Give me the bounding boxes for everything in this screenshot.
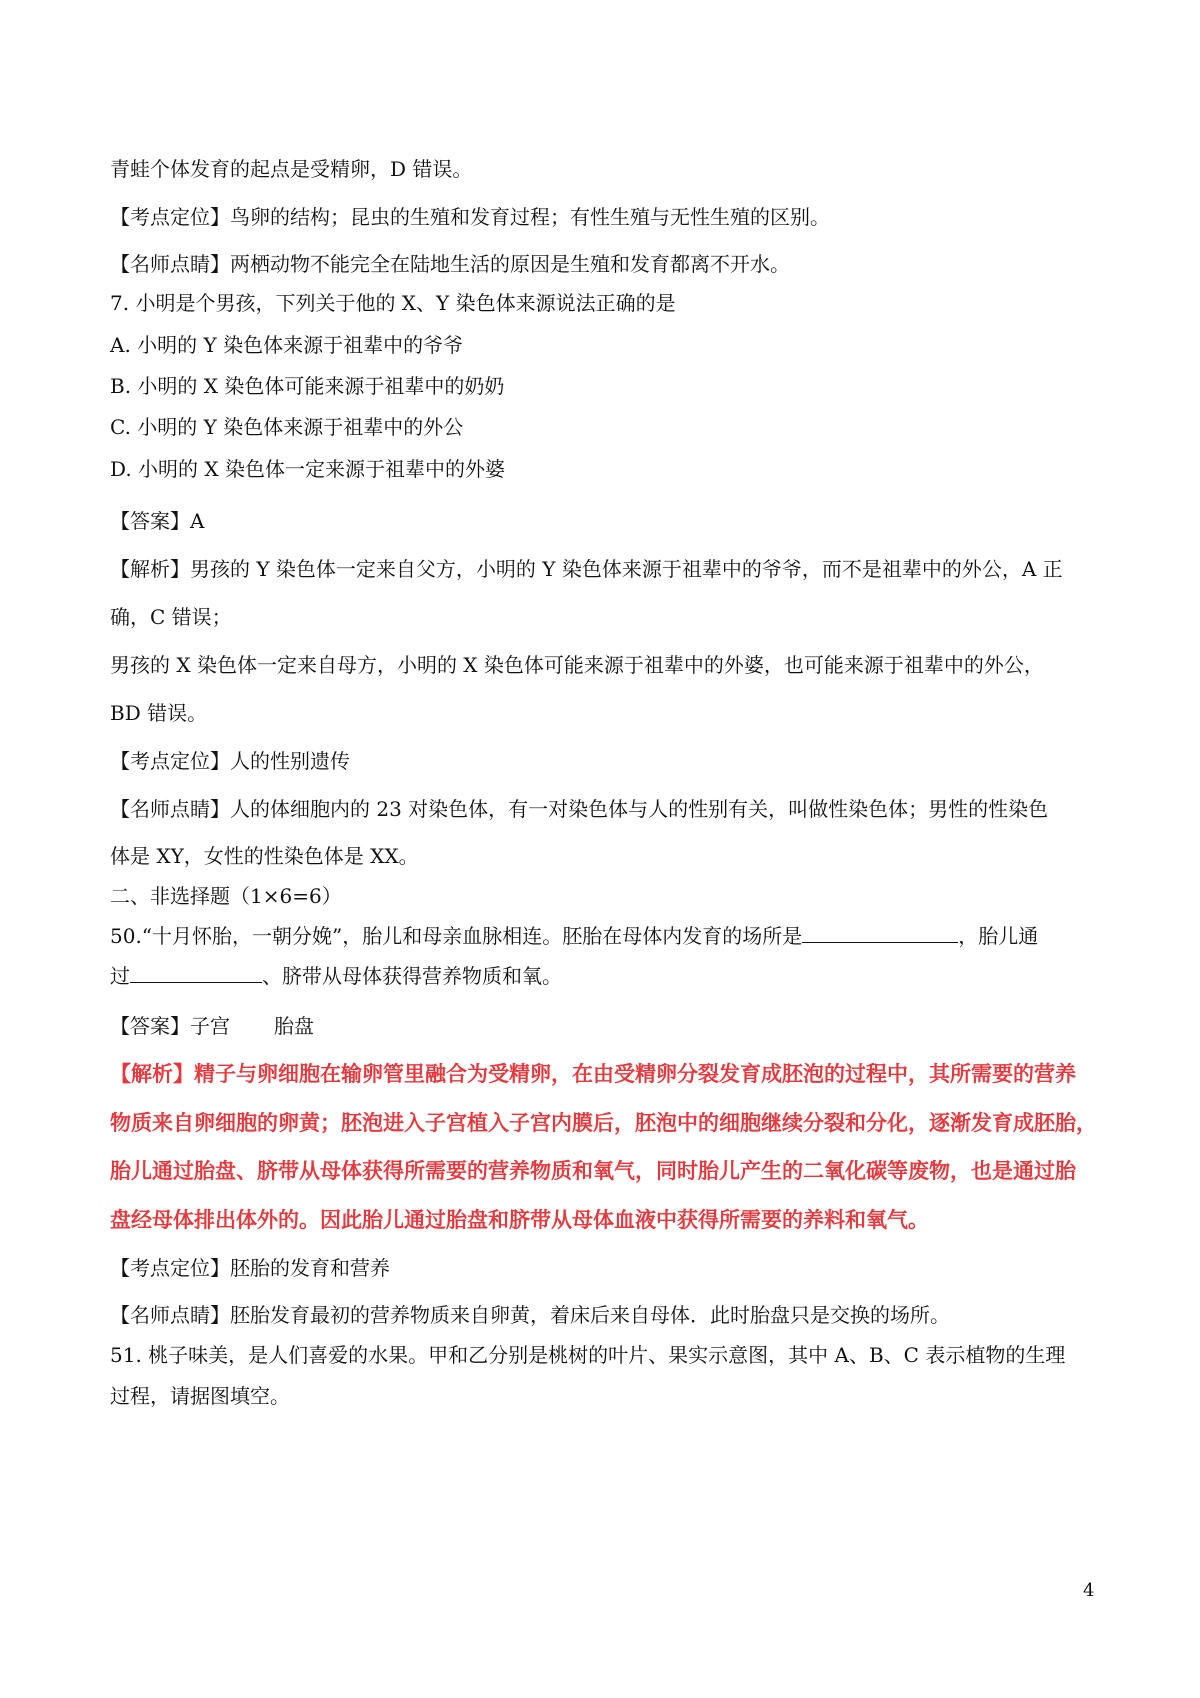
- page-number: 4: [1083, 1580, 1095, 1601]
- explanation-50-line-4: 盘经母体排出体外的。因此胎儿通过胎盘和脐带从母体血液中获得所需要的养料和氧气。: [110, 1208, 929, 1232]
- explanation-50-line-1: 【解析】精子与卵细胞在输卵管里融合为受精卵，在由受精卵分裂发育成胚泡的过程中，其所需要的营养: [110, 1062, 1076, 1086]
- question-50-text-end: ，胎儿通: [958, 924, 1039, 948]
- teacher-tip: 【名师点睛】两栖动物不能完全在陆地生活的原因是生殖和发育都离不开水。: [110, 252, 790, 276]
- answer-blank-2[interactable]: [130, 962, 262, 983]
- exam-point-50: 【考点定位】胚胎的发育和营养: [110, 1256, 390, 1280]
- option-d: D. 小明的 X 染色体一定来源于祖辈中的外婆: [110, 457, 505, 481]
- answer-50-value: 胎盘: [274, 1014, 314, 1038]
- question-50-text: 50.“十月怀胎，一朝分娩”，胎儿和母亲血脉相连。胚胎在母体内发育的场所是: [110, 924, 803, 948]
- question-50-text-rest: 、脐带从母体获得营养物质和氧。: [262, 964, 562, 988]
- exam-point-label: 【考点定位】鸟卵的结构；昆虫的生殖和发育过程；有性生殖与无性生殖的区别。: [110, 205, 830, 229]
- question-51-line-2: 过程，请据图填空。: [110, 1384, 290, 1408]
- explanation-7-line-4: BD 错误。: [110, 701, 208, 725]
- question-50-line-1: [110, 922, 1038, 949]
- explanation-50-line-3: 胎儿通过胎盘、脐带从母体获得所需要的营养物质和氧气，同时胎儿产生的二氧化碳等废物，也是通过胎: [110, 1159, 1076, 1183]
- section-heading: 二、非选择题（1×6=6）: [110, 884, 342, 908]
- explanation-7-line-2: 确，C 错误；: [110, 605, 232, 629]
- answer-7: 【答案】A: [110, 509, 205, 533]
- explanation-7-line-3: 男孩的 X 染色体一定来自母方，小明的 X 染色体可能来源于祖辈中的外婆，也可能来源于祖辈中的外公，: [110, 653, 1044, 677]
- option-b: B. 小明的 X 染色体可能来源于祖辈中的奶奶: [110, 374, 505, 398]
- answer-blank-1[interactable]: [802, 922, 958, 943]
- option-a: A. 小明的 Y 染色体来源于祖辈中的爷爷: [110, 333, 464, 357]
- teacher-tip-7-line-1: 【名师点睛】人的体细胞内的 23 对染色体，有一对染色体与人的性别有关，叫做性染色体；男性的性染色: [110, 797, 1049, 821]
- exam-point-7: 【考点定位】人的性别遗传: [110, 749, 350, 773]
- question-50-line-2: [110, 962, 562, 989]
- explanation-50-line-2: 物质来自卵细胞的卵黄；胚泡进入子宫植入子宫内膜后，胚泡中的细胞继续分裂和分化，逐渐发育成胚胎，: [110, 1111, 1097, 1135]
- teacher-tip-50: 【名师点睛】胚胎发育最初的营养物质来自卵黄，着床后来自母体．此时胎盘只是交换的场所。: [110, 1303, 950, 1327]
- answer-50-label: 【答案】子宫: [110, 1014, 230, 1038]
- question-50-text-start: 过: [110, 964, 130, 988]
- question-7: 7. 小明是个男孩，下列关于他的 X、Y 染色体来源说法正确的是: [110, 291, 676, 315]
- option-c: C. 小明的 Y 染色体来源于祖辈中的外公: [110, 415, 464, 439]
- teacher-tip-7-line-2: 体是 XY，女性的性染色体是 XX。: [110, 844, 419, 868]
- answer-50: [110, 1013, 314, 1039]
- question-51-line-1: 51. 桃子味美，是人们喜爱的水果。甲和乙分别是桃树的叶片、果实示意图，其中 A、B、C 表示植物的生理: [110, 1343, 1066, 1367]
- explanation-7-line-1: 【解析】男孩的 Y 染色体一定来自父方，小明的 Y 染色体来源于祖辈中的爷爷，而不是祖辈中的外公，A 正: [110, 557, 1063, 581]
- text-line: 青蛙个体发育的起点是受精卵，D 错误。: [110, 157, 473, 181]
